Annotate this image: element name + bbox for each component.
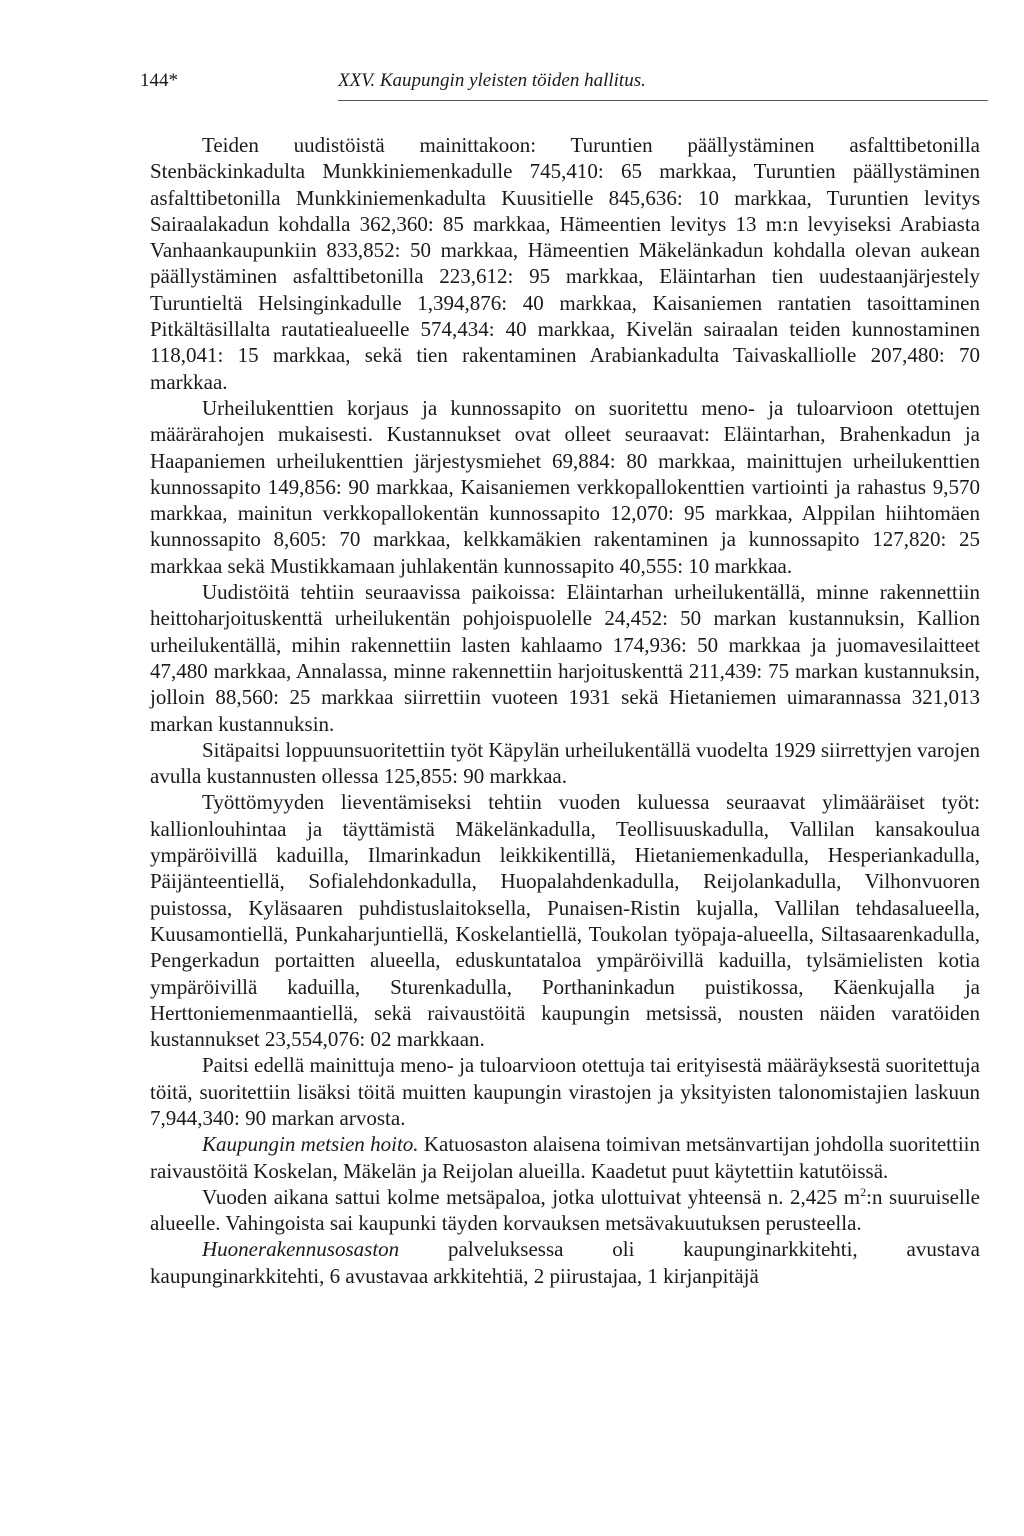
paragraph-sports-fields-maintenance	[150, 395, 980, 579]
chapter-title: XXV. Kaupungin yleisten töiden hallitus.	[338, 70, 646, 91]
section-lead-in: Huonerakennusosaston	[202, 1237, 400, 1262]
paragraph-text: Paitsi edellä mainittuja meno- ja tuloarvioon otettuja tai erityisestä määräyksestä suoritettuja töitä, suoritettiin lisäksi töitä muitten kaupungin virastojen ja yksityisten talonomistajien laskuun 7,944,340: 90 markan arvosta.	[150, 1053, 980, 1130]
paragraph-text: Sitäpaitsi loppuunsuoritettiin työt Käpylän urheilukentällä vuodelta 1929 siirrettyjen varojen avulla kustannusten ollessa 125,855: 90 markkaa.	[150, 737, 981, 789]
superscript: 2	[860, 1184, 867, 1199]
paragraph-road-works	[150, 132, 980, 395]
body-text	[150, 132, 980, 1289]
paragraph-text: Työttömyyden lieventämiseksi tehtiin vuoden kuluessa seuraavat ylimääräiset työt: kallionlouhintaa ja täyttämistä Mäkelänkadulla, Teollisuuskadulla, Vallilan kansakoulua ympäröivillä kaduilla, Ilmarinkadun leikkikentillä, Hietaniemenkadulla, Hesperiankadulla, Päijänteentiellä, Sofialehdonkadulla, Huopalahdenkadulla, Reijolankadulla, Vilhonvuoren puistossa, Kyläsaaren puhdistuslaitoksella, Punaisen-Ristin kujalla, Vallilan tehdasalueella, Kuusamontiellä, Punkaharjuntiellä, Koskelantiellä, Toukolan työpaja-alueella, Siltasaarenkadulla, Pengerkadun portaitten alueella, eduskuntataloa ympäröivillä kaduilla, tylsämielisten kotia ympäröivillä kaduilla, Sturenkadulla, Porthaninkadun puistikossa, Käenkujalla ja Herttoniemenmaantiellä, sekä raivaustöitä kaupungin metsissä, nousten näiden varatöiden kustannukset 23,554,076: 02 markkaan.	[150, 790, 980, 1052]
paragraph-text: Katuosaston alaisena toimivan metsänvartijan johdolla suoritettiin raivaustöitä Koskelan, Mäkelän ja Reijolan alueilla. Kaadetut puut käytettiin katutöissä.	[150, 1132, 980, 1183]
section-lead-in: Kaupungin metsien hoito.	[202, 1132, 419, 1157]
paragraph-text: palveluksessa oli kaupunginarkkitehti, avustava kaupunginarkkitehti, 6 avustavaa arkkitehtiä, 2 piirustajaa, 1 kirjanpitäjä	[150, 1237, 980, 1288]
paragraph-text: Teiden uudistöistä mainittakoon: Turuntien päällystäminen asfalttibetonilla Stenbäckinkadulta Munkkiniemenkadulle 745,410: 65 markkaa, Turuntien päällystäminen asfalttibetonilla Munkkiniemenkadulta Kuusitielle 845,636: 10 markkaa, Turuntien levitys Sairaalakadun kohdalla 362,360: 85 markkaa, Hämeentien levitys 13 m:n levyiseksi Arabiasta Vanhaankaupunkiin 833,852: 50 markkaa, Hämeentien Mäkelänkadun kohdalla olevan aukean päällystäminen asfalttibetonilla 223,612: 95 markkaa, Eläintarhan tien uudestaanjärjestely Turuntieltä Helsinginkadulle 1,394,876: 40 markkaa, Kaisaniemen rantatien tasoittaminen Pitkältäsillalta rautatiealueelle 574,434: 40 markkaa, Kivelän sairaalan teiden kunnostaminen 118,041: 15 markkaa, sekä tien rakentaminen Arabiankadulta Taivaskalliolle 207,480: 70 markkaa.	[150, 133, 980, 394]
paragraph-forest-fires	[150, 1184, 980, 1237]
paragraph-text: :n suuruiselle alueelle. Vahingoista sai kaupunki täyden korvauksen metsävakuutuksen perusteella.	[150, 1184, 980, 1236]
paragraph-text: Urheilukenttien korjaus ja kunnossapito on suoritettu meno- ja tuloarvioon otettujen määrärahojen mukaisesti. Kustannukset ovat olleet seuraavat: Eläintarhan, Brahenkadun ja Haapaniemen urheilukenttien järjestysmiehet 69,884: 80 markkaa, mainittujen urheilukenttien kunnossapito 149,856: 90 markkaa, Kaisaniemen verkkopallokenttien vartiointi ja rahastus 9,570 markkaa, mainitun verkkopallokentän kunnossapito 12,070: 95 markkaa, Alppilan hiihtomäen kunnossapito 8,605: 70 markkaa, kelkkamäkien rakentaminen ja kunnossapito 127,820: 25 markkaa sekä Mustikkamaan juhlakentän kunnossapito 40,555: 10 markkaa.	[150, 395, 980, 578]
paragraph-other-works	[150, 1052, 980, 1131]
paragraph-unemployment-works	[150, 789, 980, 1052]
paragraph-new-works	[150, 579, 980, 737]
paragraph-text: Uudistöitä tehtiin seuraavissa paikoissa: Eläintarhan urheilukentällä, minne rakennettiin heittoharjoituskenttä urheilukentän pohjoispuolelle 24,452: 50 markan kustannuksin, Kallion urheilukentällä, mihin rakennettiin lasten kahlaamo 174,936: 50 markkaa ja juomavesilaitteet 47,480 markkaa, Annalassa, minne rakennettiin harjoituskenttä 211,439: 75 markan kustannuksin, jolloin 88,560: 25 markkaa siirrettiin vuoteen 1931 sekä Hietaniemen uimarannassa 321,013 markan kustannuksin.	[150, 580, 980, 736]
page-number: 144*	[140, 70, 178, 91]
header-rule	[338, 100, 988, 101]
paragraph-forest-care	[150, 1131, 980, 1184]
paragraph-building-department	[150, 1236, 980, 1289]
paragraph-kapyla	[150, 737, 980, 790]
running-header	[140, 62, 980, 92]
paragraph-text: Vuoden aikana sattui kolme metsäpaloa, jotka ulottuivat yhteensä n. 2,425 m	[202, 1184, 861, 1209]
document-page	[140, 62, 981, 1289]
